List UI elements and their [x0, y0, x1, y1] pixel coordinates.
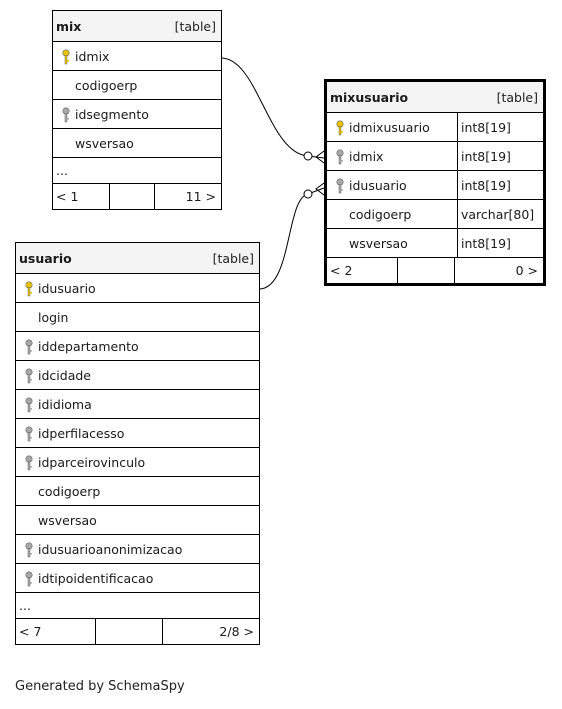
column-name: wsversao: [75, 135, 134, 151]
table-footer: [16, 619, 259, 644]
column-row[interactable]: [327, 171, 543, 200]
table-header: [16, 243, 259, 274]
key-slot: [53, 71, 75, 99]
column-name: idsegmento: [75, 106, 149, 122]
column-name: idcidade: [38, 367, 91, 383]
column-type: int8[19]: [457, 171, 543, 199]
foreign-key-icon: [25, 368, 33, 384]
column-name: idusuario: [38, 280, 96, 296]
footer-spacer: [110, 184, 155, 209]
more-columns-label: ...: [19, 598, 31, 613]
column-name: idmixusuario: [349, 119, 430, 135]
column-type: varchar[80]: [457, 200, 543, 228]
key-slot: [16, 535, 38, 563]
foreign-key-icon: [25, 426, 33, 442]
key-slot: [16, 361, 38, 389]
table-mix[interactable]: [52, 10, 222, 210]
footer-spacer: [96, 619, 163, 644]
table-name: usuario: [19, 250, 72, 266]
primary-key-icon: [336, 120, 344, 136]
column-row[interactable]: [16, 419, 259, 448]
column-name: idusuario: [349, 177, 407, 193]
column-row[interactable]: [16, 506, 259, 535]
table-mixusuario[interactable]: [324, 79, 546, 286]
key-slot: [16, 477, 38, 505]
column-row[interactable]: [327, 113, 543, 142]
key-slot: [53, 129, 75, 157]
key-slot: [16, 303, 38, 331]
column-row[interactable]: [53, 100, 221, 129]
foreign-key-icon: [25, 339, 33, 355]
table-name: mix: [56, 18, 82, 34]
column-row[interactable]: [16, 361, 259, 390]
key-slot: [16, 419, 38, 447]
column-type: int8[19]: [457, 142, 543, 170]
generator-credit: Generated by SchemaSpy: [15, 679, 185, 694]
column-row[interactable]: [327, 142, 543, 171]
column-row[interactable]: [53, 42, 221, 71]
column-list: [53, 42, 221, 158]
foreign-key-icon: [62, 107, 70, 123]
edge-usuario-optional-marker: [304, 190, 312, 198]
table-kind: [table]: [496, 89, 538, 105]
column-row[interactable]: [16, 564, 259, 593]
key-slot: [327, 142, 349, 170]
column-list: [16, 274, 259, 593]
key-slot: [16, 390, 38, 418]
column-row[interactable]: [16, 390, 259, 419]
column-name: codigoerp: [75, 77, 138, 93]
foreign-key-icon: [25, 571, 33, 587]
children-count[interactable]: 2/8 >: [219, 624, 254, 639]
column-name: idparceirovinculo: [38, 454, 146, 470]
key-slot: [16, 448, 38, 476]
column-row[interactable]: [53, 129, 221, 158]
column-name: iddepartamento: [38, 338, 139, 354]
column-row[interactable]: [327, 200, 543, 229]
column-name: idtipoidentificacao: [38, 570, 154, 586]
edge-mix-optional-marker: [304, 152, 312, 160]
table-header: [327, 82, 543, 113]
table-header: [53, 11, 221, 42]
foreign-key-icon: [25, 455, 33, 471]
primary-key-icon: [25, 281, 33, 297]
column-row[interactable]: [16, 448, 259, 477]
column-row[interactable]: [16, 332, 259, 361]
table-kind: [table]: [212, 250, 254, 266]
column-name: ididioma: [38, 396, 92, 412]
column-type: int8[19]: [457, 229, 543, 257]
key-slot: [53, 42, 75, 70]
column-list: [327, 113, 543, 258]
parents-count[interactable]: < 2: [327, 258, 398, 283]
column-name: login: [38, 309, 69, 325]
more-columns[interactable]: [16, 593, 259, 619]
key-slot: [16, 506, 38, 534]
column-row[interactable]: [53, 71, 221, 100]
column-name: codigoerp: [349, 206, 412, 222]
key-slot: [53, 100, 75, 128]
column-row[interactable]: [16, 535, 259, 564]
foreign-key-icon: [336, 178, 344, 194]
more-columns[interactable]: [53, 158, 221, 184]
children-count[interactable]: 11 >: [185, 189, 216, 204]
key-slot: [16, 332, 38, 360]
column-name: idmix: [349, 148, 384, 164]
children-count[interactable]: 0 >: [515, 263, 538, 278]
column-row[interactable]: [16, 274, 259, 303]
parents-count[interactable]: < 7: [16, 619, 96, 644]
table-kind: [table]: [174, 18, 216, 34]
column-type: int8[19]: [457, 113, 543, 141]
foreign-key-icon: [25, 542, 33, 558]
column-row[interactable]: [16, 303, 259, 332]
column-name: idperfilacesso: [38, 425, 125, 441]
column-name: idusuarioanonimizacao: [38, 541, 183, 557]
column-row[interactable]: [327, 229, 543, 258]
key-slot: [327, 113, 349, 141]
table-usuario[interactable]: [15, 242, 260, 645]
foreign-key-icon: [25, 397, 33, 413]
footer-spacer: [398, 258, 455, 283]
column-name: idmix: [75, 48, 110, 64]
table-footer: [327, 258, 543, 283]
table-name: mixusuario: [330, 89, 409, 105]
parents-count[interactable]: < 1: [53, 184, 110, 209]
edge-usuario-to-mixusuario: [259, 188, 324, 289]
table-footer: [53, 184, 221, 209]
key-slot: [327, 171, 349, 199]
key-slot: [327, 200, 349, 228]
column-name: codigoerp: [38, 483, 101, 499]
key-slot: [16, 564, 38, 592]
column-name: wsversao: [349, 235, 408, 251]
foreign-key-icon: [336, 149, 344, 165]
primary-key-icon: [62, 49, 70, 65]
key-slot: [16, 274, 38, 302]
column-row[interactable]: [16, 477, 259, 506]
key-slot: [327, 229, 349, 257]
more-columns-label: ...: [56, 163, 68, 178]
column-name: wsversao: [38, 512, 97, 528]
edge-mix-to-mixusuario: [221, 58, 324, 158]
